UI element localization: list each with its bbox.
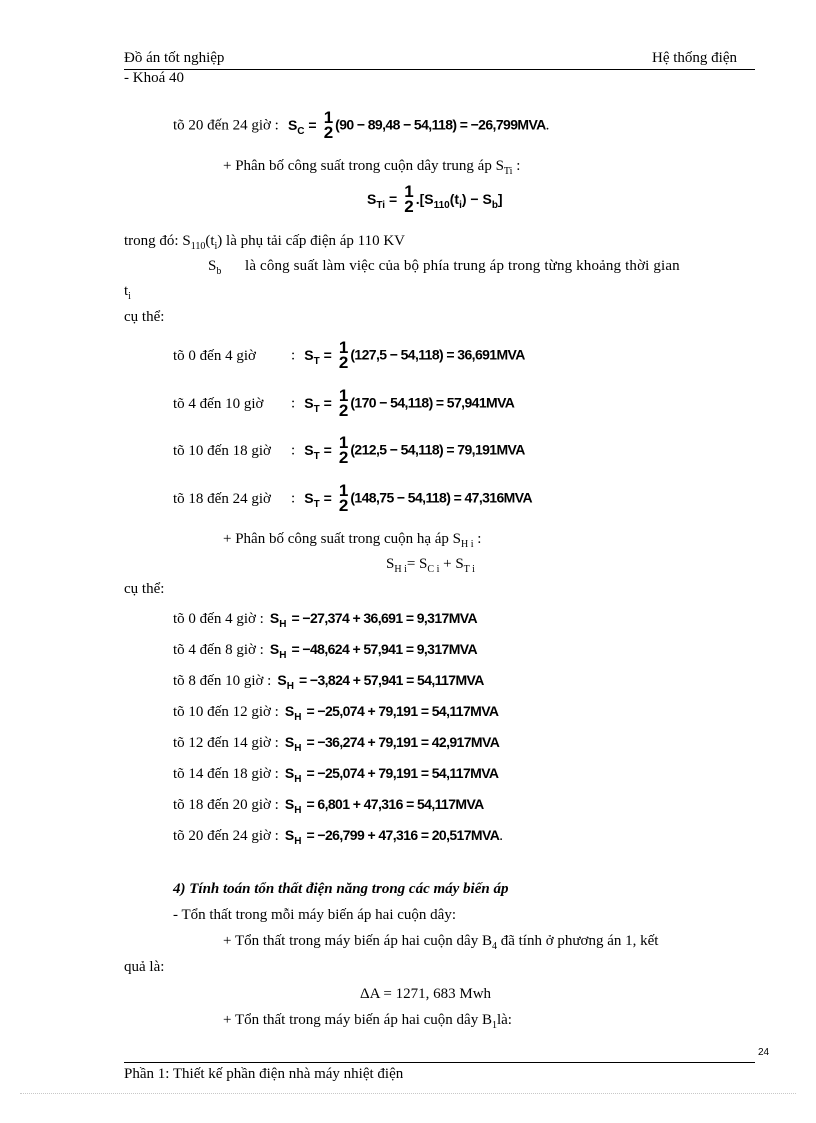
sh-row: tõ 18 đến 20 giờ : $S_H = 6,801 + 47,316 = 54,117MVA$: [173, 796, 484, 816]
trung-ap-intro: + Phân bố công suất trong cuộn dây trung áp $S_{Ti}$ :: [223, 158, 521, 177]
ha-ap-intro: + Phân bố công suất trong cuộn hạ áp $S_{H i}$ :: [223, 531, 482, 550]
page-bottom-dotted-edge: [20, 1093, 796, 1094]
cu-the-2: cụ thể:: [124, 581, 165, 597]
sb-description: là công suất làm việc của bộ phía trung áp trong từng khoảng thời gian: [245, 258, 680, 274]
sb-symbol: $S_b$: [208, 258, 222, 277]
st-row: tõ 4 đến 10 giờ : $S_T$ = 1 2 (170 − 54,118) = 57,941MVA: [173, 386, 515, 420]
header-course: - Khoá 40: [124, 70, 184, 86]
cu-the-1: cụ thể:: [124, 309, 165, 325]
section-4-line1: - Tổn thất trong mỗi máy biến áp hai cuộn dây:: [173, 907, 456, 923]
sh-row: tõ 10 đến 12 giờ : $S_H = -25,074 + 79,191 = 54,117MVA$: [173, 703, 499, 723]
header-right: Hệ thống điện: [652, 50, 737, 66]
formula-sc-20-24: tõ 20 đến 24 giờ : $S_C$ = 1 2 (90 − 89,48 − 54,118) = −26,799MVA.: [173, 108, 550, 142]
sh-row: tõ 12 đến 14 giờ : $S_H = -36,274 + 79,191 = 42,917MVA$: [173, 734, 500, 754]
sh-row: tõ 8 đến 10 giờ : $S_H = -3,824 + 57,941 = 54,117MVA$: [173, 672, 484, 692]
ti-symbol: $t_i$: [124, 283, 131, 302]
delta-a-result: ΔA = 1271, 683 Mwh: [360, 986, 492, 1002]
st-row: tõ 0 đến 4 giờ : $S_T$ = 1 2 (127,5 − 54,118) = 36,691MVA: [173, 338, 525, 372]
header-rule: [124, 69, 755, 70]
section-4-line2: + Tổn thất trong máy biến áp hai cuộn dây $B_4$ đã tính ở phương án 1, kết: [223, 933, 659, 952]
sh-row: tõ 4 đến 8 giờ : $S_H = -48,624 + 57,941 = 9,317MVA$: [173, 641, 478, 661]
sh-row: tõ 14 đến 18 giờ : $S_H = -25,074 + 79,191 = 54,117MVA$: [173, 765, 499, 785]
section-4-heading: 4) Tính toán tổn thất điện năng trong các máy biến áp: [173, 881, 509, 897]
st-row: tõ 10 đến 18 giờ : $S_T$ = 1 2 (212,5 − 54,118) = 79,191MVA: [173, 433, 525, 467]
section-4-line4: + Tổn thất trong máy biến áp hai cuộn dây $B_1là$:: [223, 1012, 512, 1031]
header-left: Đồ án tốt nghiệp: [124, 50, 225, 66]
sh-row: tõ 0 đến 4 giờ : $S_H = -27,374 + 36,691 = 9,317MVA$: [173, 610, 478, 630]
page-number: 24: [758, 1047, 770, 1058]
section-4-line3: quả là:: [124, 959, 165, 975]
footer-text: Phần 1: Thiết kế phần điện nhà máy nhiệt điện: [124, 1066, 404, 1082]
sh-row: tõ 20 đến 24 giờ : $S_H = -26,799 + 47,316 = 20,517MVA$.: [173, 827, 503, 847]
footer-rule: [124, 1062, 755, 1063]
formula-sti: $S_{Ti}$ = 1 2 $.[S_{110}(t_i) - S_b]$: [367, 182, 503, 216]
formula-shi: $S_{H i}= S_{C i} + S_{T i}$: [386, 556, 475, 575]
where-line: trong đó: $S_{110}(t_i)$ là phụ tải cấp điện áp 110 KV: [124, 233, 406, 252]
st-row: tõ 18 đến 24 giờ : $S_T$ = 1 2 (148,75 − 54,118) = 47,316MVA: [173, 481, 532, 515]
